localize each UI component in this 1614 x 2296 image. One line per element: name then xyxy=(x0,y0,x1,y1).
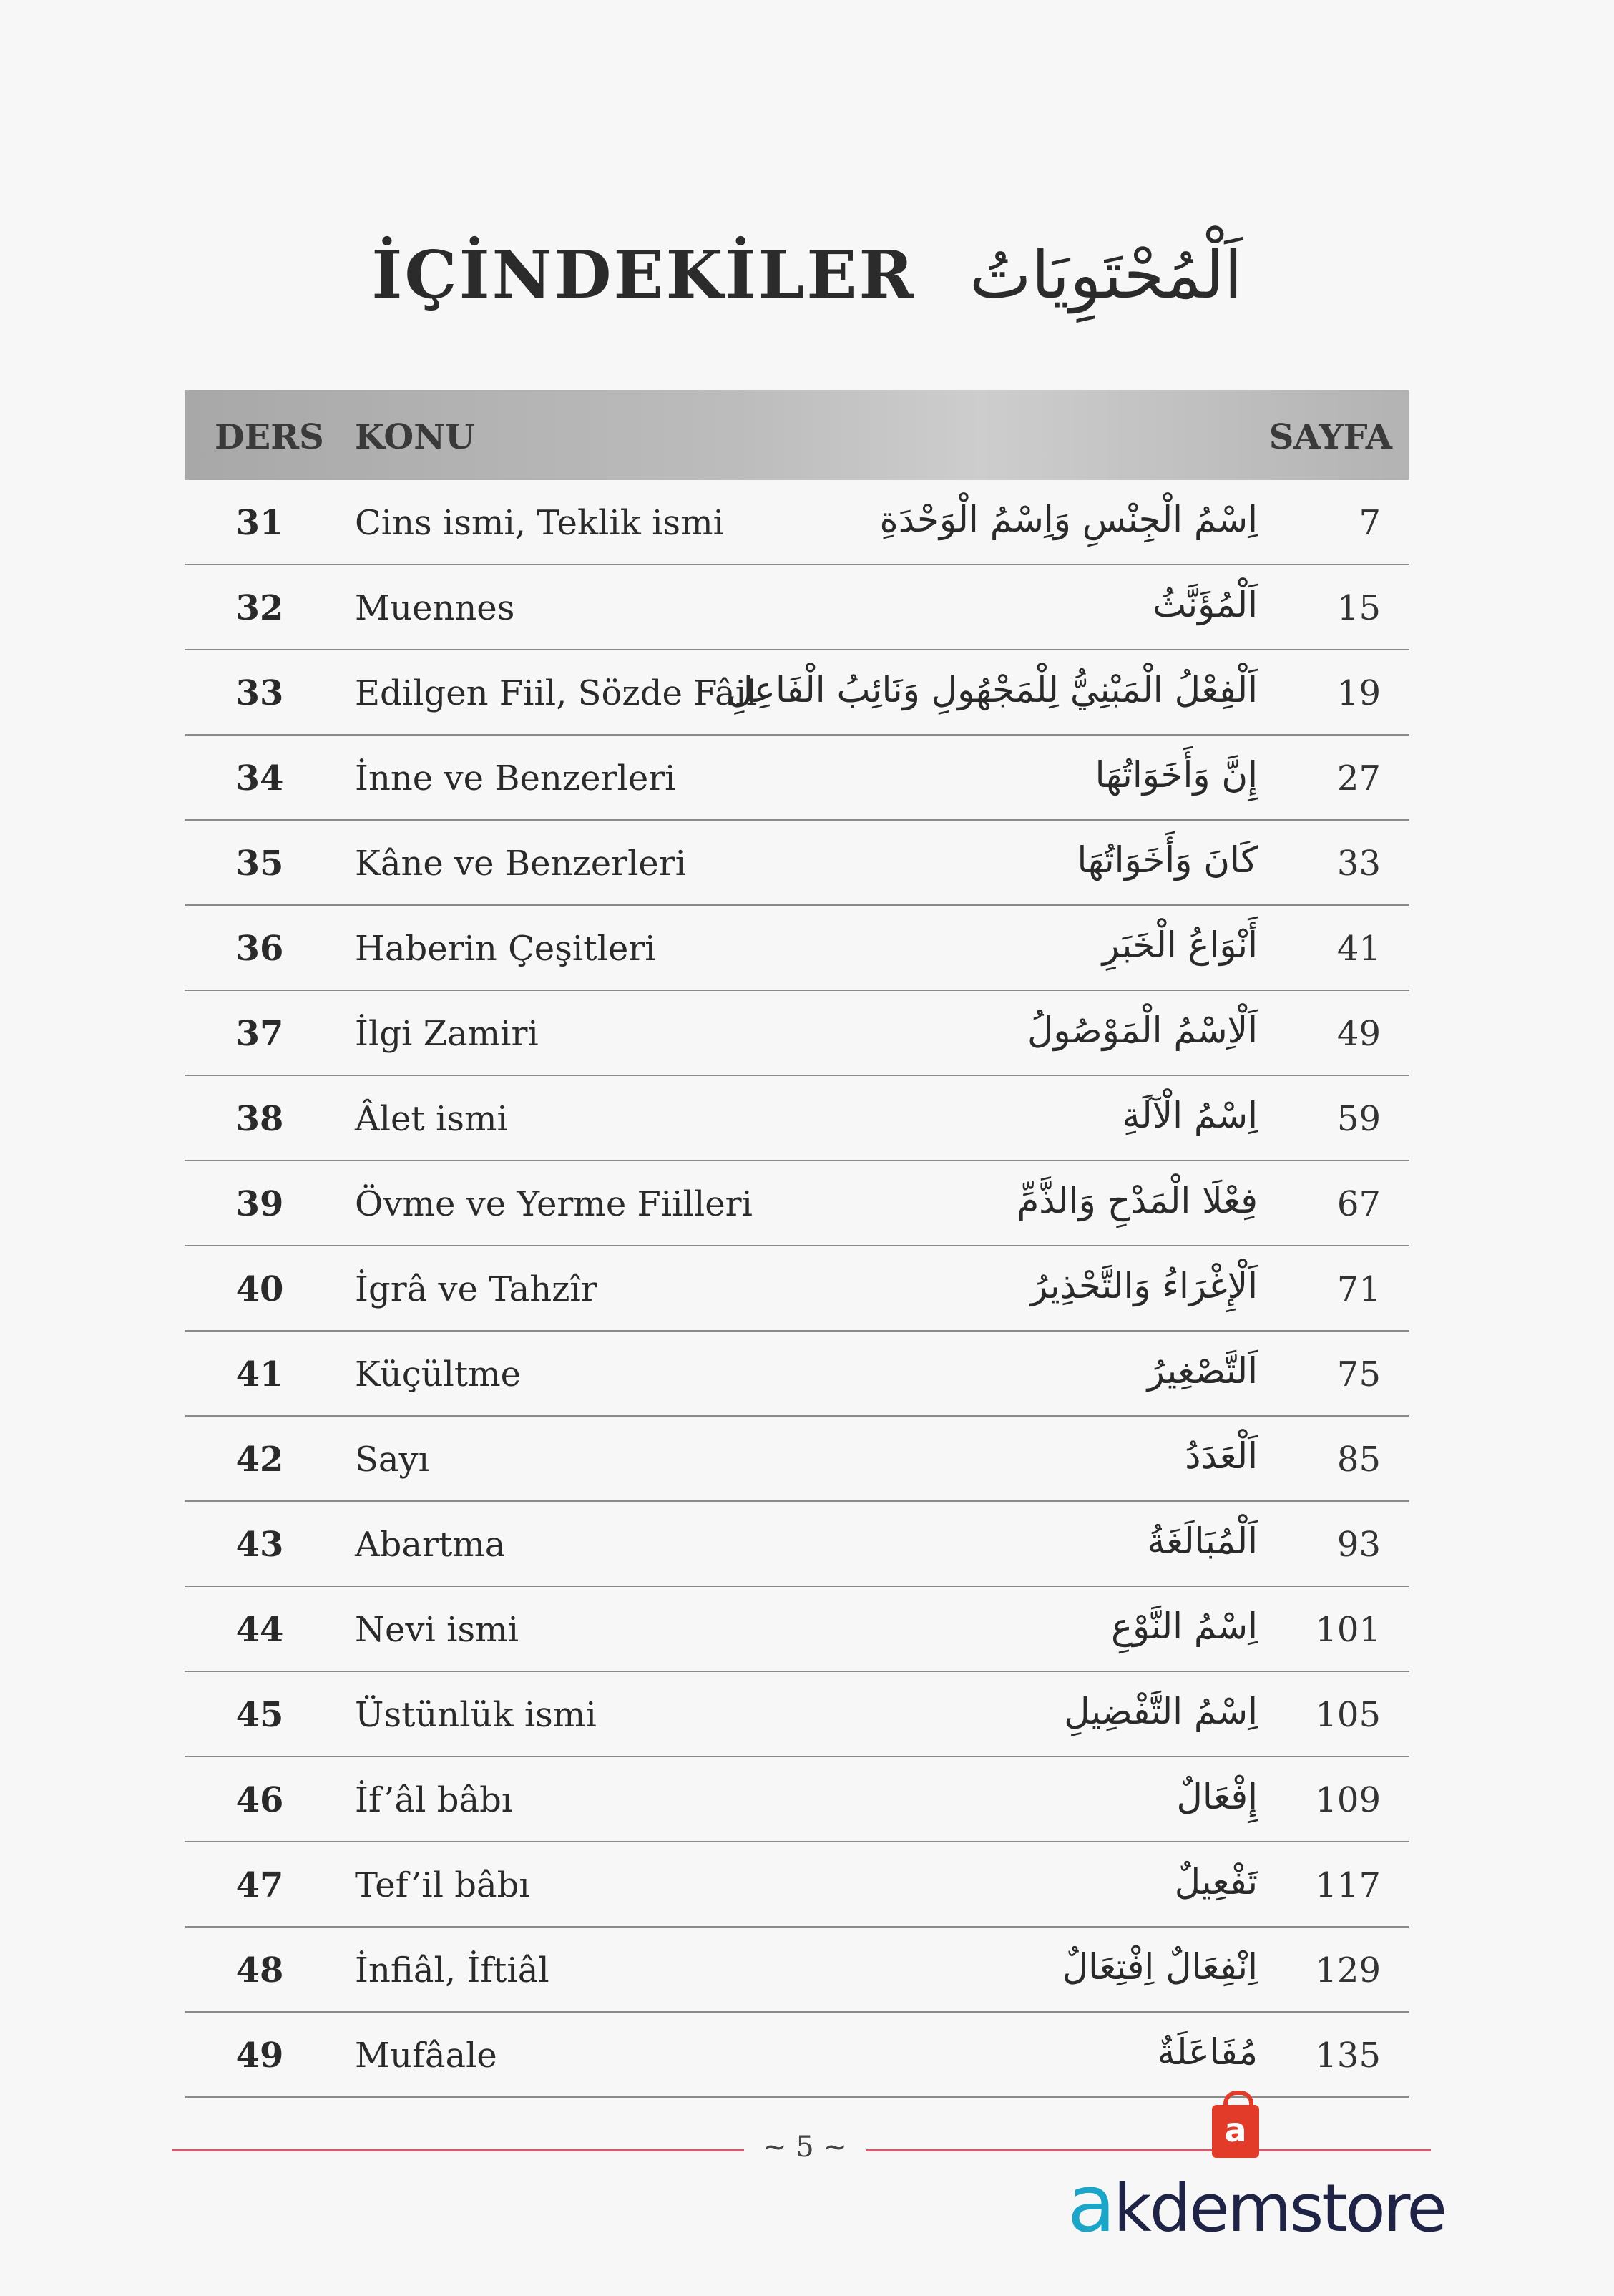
topic-arabic: اَلْاِسْمُ الْمَوْصُولُ xyxy=(1027,1010,1258,1051)
topic-arabic: اَلْعَدَدُ xyxy=(1185,1435,1258,1477)
topic-arabic: اِسْمُ الْجِنْسِ وَاِسْمُ الْوَحْدَةِ xyxy=(879,499,1258,540)
table-row xyxy=(185,650,1409,736)
table-row xyxy=(185,991,1409,1076)
topic-turkish: Âlet ismi xyxy=(355,1099,508,1139)
topic-turkish: İnfiâl, İftiâl xyxy=(355,1950,549,1990)
lesson-number: 35 xyxy=(235,844,284,884)
header-ders: DERS xyxy=(215,417,324,457)
table-row xyxy=(185,565,1409,650)
page-number: 135 xyxy=(1315,2036,1381,2076)
topic-arabic: مُفَاعَلَةٌ xyxy=(1157,2031,1258,2073)
shopping-bag-icon xyxy=(1212,2105,1259,2158)
header-sayfa: SAYFA xyxy=(1268,417,1392,457)
page-number: 71 xyxy=(1336,1269,1381,1309)
page-number: 85 xyxy=(1336,1440,1381,1480)
table-row xyxy=(185,821,1409,906)
topic-arabic: اَلْإِغْرَاءُ وَالتَّحْذِيرُ xyxy=(1030,1265,1258,1306)
lesson-number: 49 xyxy=(235,2036,284,2076)
table-row xyxy=(185,1076,1409,1161)
topic-turkish: Cins ismi, Teklik ismi xyxy=(355,503,724,543)
page-number: 59 xyxy=(1336,1099,1381,1139)
bag-letter: a xyxy=(1224,2111,1247,2149)
topic-arabic: اِسْمُ النَّوْعِ xyxy=(1111,1606,1258,1647)
page-number: 129 xyxy=(1315,1950,1381,1990)
table-row xyxy=(185,736,1409,821)
lesson-number: 38 xyxy=(235,1099,284,1139)
topic-arabic: اِسْمُ التَّفْضِيلِ xyxy=(1064,1691,1258,1732)
topic-arabic: كَانَ وَأَخَوَاتُهَا xyxy=(1077,839,1258,881)
topic-arabic: اِنْفِعَالٌ اِفْتِعَالٌ xyxy=(1062,1946,1258,1988)
page-number: 19 xyxy=(1336,673,1381,713)
table-row xyxy=(185,1672,1409,1757)
topic-turkish: Övme ve Yerme Fiilleri xyxy=(355,1184,753,1224)
lesson-number: 44 xyxy=(235,1610,284,1650)
table-row xyxy=(185,480,1409,565)
topic-arabic: تَفْعِيلٌ xyxy=(1174,1861,1258,1902)
lesson-number: 33 xyxy=(235,673,284,713)
topic-arabic: اَلْمُبَالَغَةُ xyxy=(1147,1520,1258,1562)
topic-arabic: اَلتَّصْغِيرُ xyxy=(1147,1350,1258,1392)
lesson-number: 47 xyxy=(235,1865,284,1905)
page-number: 33 xyxy=(1336,844,1381,884)
lesson-number: 36 xyxy=(235,929,284,969)
page-number: 101 xyxy=(1315,1610,1381,1650)
page-number: 67 xyxy=(1336,1184,1381,1224)
topic-turkish: İf’âl bâbı xyxy=(355,1780,513,1820)
lesson-number: 39 xyxy=(235,1184,284,1224)
header-konu: KONU xyxy=(355,417,475,457)
page-number: 75 xyxy=(1336,1354,1381,1394)
lesson-number: 31 xyxy=(235,503,284,543)
lesson-number: 32 xyxy=(235,588,284,628)
table-row xyxy=(185,1842,1409,1928)
brand-first-letter: a xyxy=(1067,2158,1114,2249)
table-row xyxy=(185,1161,1409,1246)
topic-arabic: فِعْلَا الْمَدْحِ وَالذَّمِّ xyxy=(1017,1180,1258,1221)
lesson-number: 40 xyxy=(235,1269,284,1309)
page-number: 49 xyxy=(1336,1014,1381,1054)
topic-turkish: Nevi ismi xyxy=(355,1610,519,1650)
topic-turkish: Abartma xyxy=(355,1525,506,1565)
title-text: İÇİNDEKİLER xyxy=(371,236,916,313)
topic-turkish: Edilgen Fiil, Sözde Fâil xyxy=(355,673,758,713)
lesson-number: 37 xyxy=(235,1014,284,1054)
table-row xyxy=(185,2013,1409,2098)
footer-divider-right xyxy=(866,2149,1431,2151)
table-body xyxy=(185,480,1409,2098)
topic-arabic: أَنْوَاعُ الْخَبَرِ xyxy=(1102,924,1258,966)
page-number: 117 xyxy=(1315,1865,1381,1905)
topic-turkish: Mufâale xyxy=(355,2036,497,2076)
table-row xyxy=(185,1502,1409,1587)
topic-turkish: Sayı xyxy=(355,1440,429,1480)
topic-turkish: Muennes xyxy=(355,588,515,628)
topic-arabic: إِنَّ وَأَخَوَاتُهَا xyxy=(1095,754,1258,796)
footer-divider-left xyxy=(172,2149,744,2151)
lesson-number: 48 xyxy=(235,1950,284,1990)
page-number: 41 xyxy=(1336,929,1381,969)
topic-turkish: İlgi Zamiri xyxy=(355,1014,539,1054)
lesson-number: 42 xyxy=(235,1440,284,1480)
page-number: 105 xyxy=(1315,1695,1381,1735)
page-number: 93 xyxy=(1336,1525,1381,1565)
table-row xyxy=(185,1246,1409,1332)
table-row xyxy=(185,1928,1409,2013)
topic-arabic: إِفْعَالٌ xyxy=(1176,1776,1258,1817)
page-title xyxy=(0,236,1614,313)
lesson-number: 41 xyxy=(235,1354,284,1394)
topic-turkish: Kâne ve Benzerleri xyxy=(355,844,687,884)
lesson-number: 34 xyxy=(235,758,284,798)
lesson-number: 45 xyxy=(235,1695,284,1735)
brand-rest: kdemstore xyxy=(1113,2170,1446,2247)
contents-table xyxy=(185,390,1409,2098)
lesson-number: 46 xyxy=(235,1780,284,1820)
table-row xyxy=(185,1587,1409,1672)
table-row xyxy=(185,1417,1409,1502)
topic-turkish: Küçültme xyxy=(355,1354,522,1394)
table-row xyxy=(185,1757,1409,1842)
topic-turkish: Üstünlük ismi xyxy=(355,1695,597,1735)
topic-arabic: اَلْفِعْلُ الْمَبْنِيُّ لِلْمَجْهُولِ وَنَائِبُ الْفَاعِلِ xyxy=(727,669,1258,710)
topic-turkish: Tef’il bâbı xyxy=(355,1865,530,1905)
topic-turkish: İgrâ ve Tahzîr xyxy=(355,1269,597,1309)
page-number: 7 xyxy=(1359,503,1381,543)
page-number: 15 xyxy=(1336,588,1381,628)
footer-page-number: ~ 5 ~ xyxy=(763,2131,847,2164)
table-header xyxy=(185,390,1409,480)
page-number: 109 xyxy=(1315,1780,1381,1820)
brand-watermark xyxy=(1067,2158,1445,2249)
topic-turkish: İnne ve Benzerleri xyxy=(355,758,676,798)
topic-turkish: Haberin Çeşitleri xyxy=(355,929,656,969)
table-row xyxy=(185,906,1409,991)
topic-arabic: اِسْمُ الْآلَةِ xyxy=(1122,1095,1258,1136)
topic-arabic: اَلْمُؤَنَّثُ xyxy=(1153,584,1258,625)
title-arabic: اَلْمُحْتَوِيَاتُ xyxy=(969,237,1243,313)
table-row xyxy=(185,1332,1409,1417)
page-number: 27 xyxy=(1336,758,1381,798)
lesson-number: 43 xyxy=(235,1525,284,1565)
